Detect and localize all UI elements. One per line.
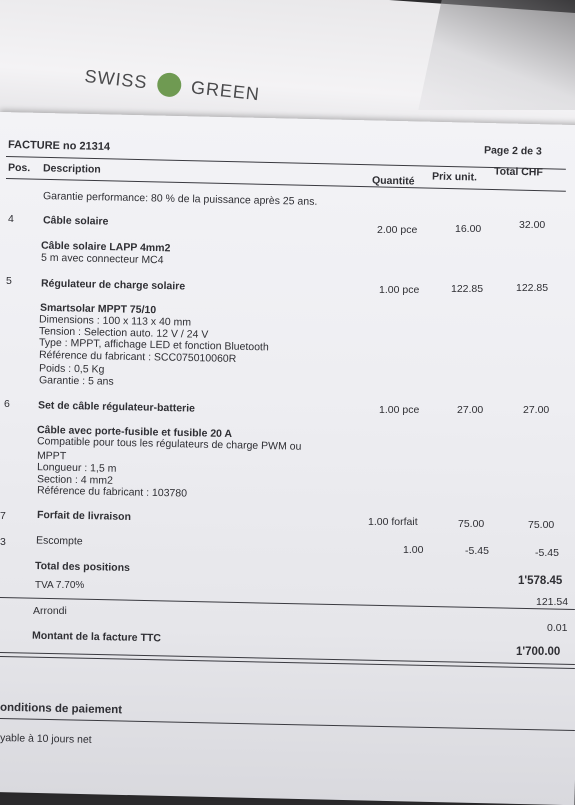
total-positions-label: Total des positions (34, 560, 131, 574)
payment-text: yable à 10 jours net (0, 732, 92, 746)
item-detail: Référence du fabricant : SCC075010060R (38, 348, 237, 366)
item-pos: 6 (4, 398, 10, 410)
arrondi-label: Arrondi (33, 605, 67, 617)
payment-rule (0, 718, 575, 731)
item-detail: Longueur : 1,5 m (36, 461, 117, 475)
total-positions-value: 1'578.45 (518, 575, 563, 587)
brand-word-swiss: SWISS (83, 65, 149, 92)
item-pos: 7 (0, 510, 6, 522)
item-unit: 122.85 (451, 283, 484, 295)
item-pos: 5 (6, 275, 12, 287)
item-unit: 75.00 (458, 518, 485, 530)
item-total: 122.85 (516, 282, 549, 294)
item-title: Forfait de livraison (36, 509, 132, 523)
item-total: -5.45 (535, 547, 559, 559)
intro-line: Garantie performance: 80 % de la puissance après 25 ans. (42, 190, 318, 208)
page-indicator: Page 2 de 3 (483, 144, 542, 158)
item-detail: 5 m avec connecteur MC4 (40, 251, 164, 267)
item-pos: 3 (0, 536, 6, 548)
item-unit: -5.45 (465, 545, 489, 557)
item-qty: 1.00 forfait (368, 516, 418, 528)
item-unit: 16.00 (455, 223, 482, 235)
item-qty: 1.00 pce (379, 284, 420, 296)
item-title: Câble solaire (42, 214, 109, 228)
ttc-label: Montant de la facture TTC (31, 629, 162, 645)
item-detail: Tension : Selection auto. 12 V / 24 V (38, 325, 209, 341)
invoice-title: FACTURE no 21314 (7, 138, 111, 154)
col-description: Description (42, 162, 101, 176)
item-detail: Poids : 0,5 Kg (38, 362, 105, 376)
item-detail: Garantie : 5 ans (38, 374, 114, 388)
item-detail: Type : MPPT, affichage LED et fonction Bluetooth (38, 336, 269, 354)
item-qty: 1.00 (403, 544, 424, 556)
brand-word-green: GREEN (190, 76, 261, 104)
item-product: Câble solaire LAPP 4mm2 (40, 239, 171, 255)
ttc-value: 1'700.00 (516, 646, 561, 658)
item-title: Régulateur de charge solaire (40, 277, 186, 293)
col-pos: Pos. (7, 161, 31, 175)
payment-title: onditions de paiement (0, 701, 123, 717)
item-title: Escompte (35, 534, 83, 548)
item-product: Câble avec porte-fusible et fusible 20 A (36, 423, 233, 441)
item-detail: Dimensions : 100 x 113 x 40 mm (38, 313, 192, 329)
item-detail: MPPT (36, 449, 67, 463)
columns-rule (6, 178, 566, 192)
item-detail: Section : 4 mm2 (36, 473, 113, 487)
item-total: 75.00 (528, 519, 555, 531)
item-pos: 4 (8, 213, 14, 225)
tva-label: TVA 7.70% (35, 580, 85, 591)
item-product: Smartsolar MPPT 75/10 (39, 301, 157, 317)
col-total: Total CHF (493, 165, 543, 179)
item-title: Set de câble régulateur-batterie (37, 399, 196, 415)
item-total: 27.00 (523, 404, 550, 416)
col-quantity: Quantité (371, 174, 415, 188)
arrondi-value: 0.01 (547, 622, 568, 634)
col-unit-price: Prix unit. (431, 170, 478, 184)
item-qty: 1.00 pce (379, 404, 420, 416)
item-detail: Compatible pour tous les régulateurs de charge PWM ou (36, 435, 302, 453)
item-detail: Référence du fabricant : 103780 (36, 484, 188, 500)
item-unit: 27.00 (457, 404, 484, 416)
tva-value: 121.54 (536, 596, 569, 608)
item-qty: 2.00 pce (377, 224, 418, 236)
totals-rule (0, 597, 575, 610)
item-total: 32.00 (519, 219, 546, 231)
